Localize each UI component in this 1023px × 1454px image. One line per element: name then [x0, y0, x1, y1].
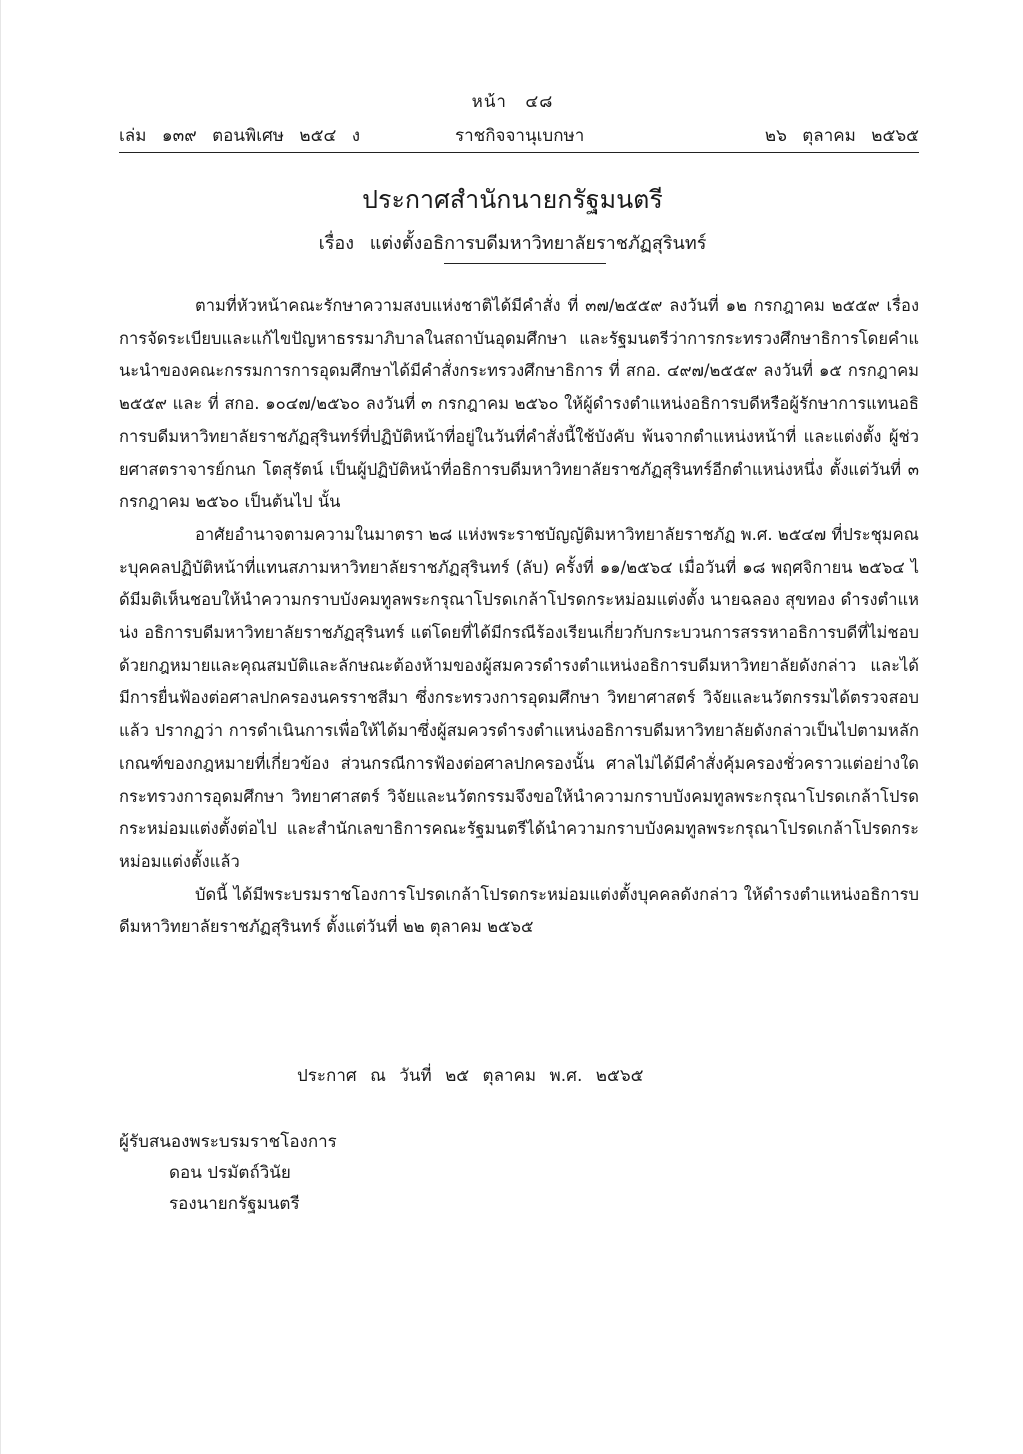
page-number-line	[1, 88, 1023, 115]
announce-day-label: วันที่	[399, 1066, 432, 1086]
document-body	[119, 290, 919, 944]
section-number: ๒๕๔	[299, 126, 337, 146]
gazette-name: ราชกิจจานุเบกษา	[455, 126, 585, 146]
announce-day: ๒๕	[445, 1066, 470, 1086]
countersignature	[119, 1127, 337, 1220]
volume-info	[119, 122, 370, 149]
volume-label: เล่ม	[119, 126, 147, 146]
countersign-label: ผู้รับสนองพระบรมราชโองการ	[119, 1132, 337, 1152]
header-date-day: ๒๖	[764, 126, 787, 146]
signer-name: ดอน ปรมัตถ์วินัย	[169, 1163, 291, 1183]
body-paragraph: บัดนี้ ได้มีพระบรมราชโองการโปรดเกล้าโปรดกระหม่อมแต่งตั้งบุคคลดังกล่าว ให้ดำรงตำแหน่งอธิการบดีมหาวิทยาลัยราชภัฏสุรินทร์ ตั้งแต่วันที่ ๒๒ ตุลาคม ๒๕๖๕	[119, 884, 919, 937]
announcement-date	[297, 1062, 652, 1089]
section-letter: ง	[351, 126, 361, 146]
page-number: ๔๘	[525, 92, 554, 112]
announce-label: ประกาศ	[297, 1066, 357, 1086]
body-paragraph: ตามที่หัวหน้าคณะรักษาความสงบแห่งชาติได้มีคำสั่ง ที่ ๓๗/๒๕๕๙ ลงวันที่ ๑๒ กรกฎาคม ๒๕๕๙ เรื่อง การจัดระเบียบและแก้ไขปัญหาธรรมาภิบาลในสถาบันอุดมศึกษา และรัฐมนตรีว่าการกระทรวงศึกษาธิการโดยคำแนะนำของคณะกรรมการการอุดมศึกษาได้มีคำสั่งกระทรวงศึกษาธิการ ที่ สกอ. ๔๙๗/๒๕๕๙ ลงวันที่ ๑๕ กรกฎาคม ๒๕๕๙ และ ที่ สกอ. ๑๐๔๗/๒๕๖๐ ลงวันที่ ๓ กรกฎาคม ๒๕๖๐ ให้ผู้ดำรงตำแหน่งอธิการบดีหรือผู้รักษาการแทนอธิการบดีมหาวิทยาลัยราชภัฏสุรินทร์ที่ปฏิบัติหน้าที่อยู่ในวันที่คำสั่งนี้ใช้บังคับ พ้นจากตำแหน่งหน้าที่ และแต่งตั้ง ผู้ช่วยศาสตราจารย์กนก โตสุรัตน์ เป็นผู้ปฏิบัติหน้าที่อธิการบดีมหาวิทยาลัยราชภัฏสุรินทร์อีกตำแหน่งหนึ่ง ตั้งแต่วันที่ ๓ กรกฎาคม ๒๕๖๐ เป็นต้นไป นั้น	[119, 296, 919, 512]
subject-text: แต่งตั้งอธิการบดีมหาวิทยาลัยราชภัฏสุรินทร์	[369, 233, 707, 254]
page-label: หน้า	[471, 92, 507, 112]
announce-era: พ.ศ.	[549, 1066, 583, 1086]
announce-at: ณ	[370, 1066, 386, 1086]
header-date-month: ตุลาคม	[802, 126, 856, 146]
header-date	[755, 122, 919, 149]
signer-title: รองนายกรัฐมนตรี	[169, 1194, 300, 1214]
document-subject	[1, 228, 1023, 257]
document-title: ประกาศสำนักนายกรัฐมนตรี	[362, 185, 663, 214]
header-date-year: ๒๕๖๕	[871, 126, 919, 146]
subject-label: เรื่อง	[318, 233, 355, 254]
body-paragraph: อาศัยอำนาจตามความในมาตรา ๒๘ แห่งพระราชบัญญัติมหาวิทยาลัยราชภัฏ พ.ศ. ๒๕๔๗ ที่ประชุมคณะบุคคลปฏิบัติหน้าที่แทนสภามหาวิทยาลัยราชภัฏสุรินทร์ (ลับ) ครั้งที่ ๑๑/๒๕๖๔ เมื่อวันที่ ๑๘ พฤศจิกายน ๒๕๖๔ ได้มีมติเห็นชอบให้นำความกราบบังคมทูลพระกรุณาโปรดเกล้าโปรดกระหม่อมแต่งตั้ง นายฉลอง สุขทอง ดำรงตำแหน่ง อธิการบดีมหาวิทยาลัยราชภัฏสุรินทร์ แต่โดยที่ได้มีกรณีร้องเรียนเกี่ยวกับกระบวนการสรรหาอธิการบดีที่ไม่ชอบด้วยกฎหมายและคุณสมบัติและลักษณะต้องห้ามของผู้สมควรดำรงตำแหน่งอธิการบดีมหาวิทยาลัยดังกล่าว และได้มีการยื่นฟ้องต่อศาลปกครองนครราชสีมา ซึ่งกระทรวงการอุดมศึกษา วิทยาศาสตร์ วิจัยและนวัตกรรมได้ตรวจสอบแล้ว ปรากฏว่า การดำเนินการเพื่อให้ได้มาซึ่งผู้สมควรดำรงตำแหน่งอธิการบดีมหาวิทยาลัยดังกล่าวเป็นไปตามหลักเกณฑ์ของกฎหมายที่เกี่ยวข้อง ส่วนกรณีการฟ้องต่อศาลปกครองนั้น ศาลไม่ได้มีคำสั่งคุ้มครองชั่วคราวแต่อย่างใด กระทรวงการอุดมศึกษา วิทยาศาสตร์ วิจัยและนวัตกรรมจึงขอให้นำความกราบบังคมทูลพระกรุณาโปรดเกล้าโปรดกระหม่อมแต่งตั้งต่อไป และสำนักเลขาธิการคณะรัฐมนตรีได้นำความกราบบังคมทูลพระกรุณาโปรดเกล้าโปรดกระหม่อมแต่งตั้งแล้ว	[119, 524, 919, 871]
section-label: ตอนพิเศษ	[212, 126, 285, 146]
announce-year: ๒๕๖๕	[595, 1066, 644, 1086]
gazette-header	[119, 118, 919, 153]
volume-number: ๑๓๙	[161, 126, 197, 146]
title-divider	[444, 263, 606, 264]
announce-month: ตุลาคม	[482, 1066, 537, 1086]
